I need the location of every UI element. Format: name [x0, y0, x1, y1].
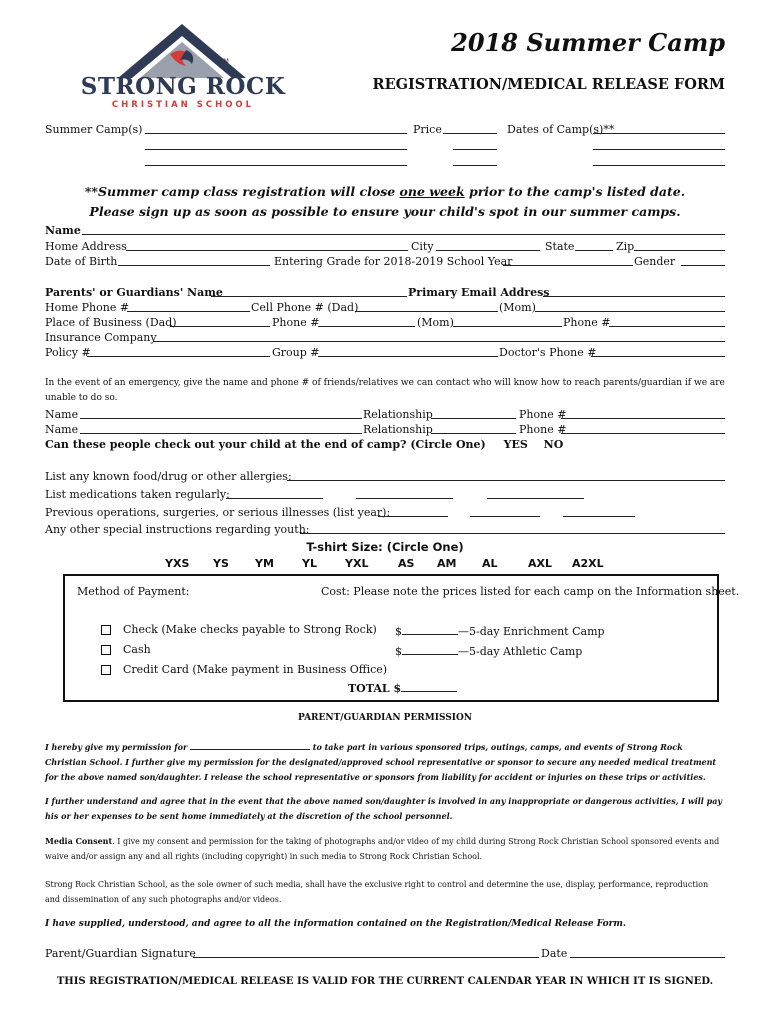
cash-checkbox[interactable]: [101, 645, 111, 655]
validity-footer: THIS REGISTRATION/MEDICAL RELEASE IS VALID FOR THE CURRENT CALENDAR YEAR IN WHICH IT IS SIGNED.: [56, 976, 714, 987]
mountain-logo-icon: [70, 20, 295, 80]
date-field[interactable]: [570, 957, 725, 958]
child-name-field[interactable]: [190, 741, 310, 750]
check-checkbox[interactable]: [101, 625, 111, 635]
home-phone-label: Home Phone #: [45, 301, 130, 314]
grade-label: Entering Grade for 2018-2019 School Year: [274, 255, 513, 268]
size-yxl[interactable]: YXL: [345, 557, 369, 570]
date-label: Date: [541, 947, 568, 960]
logo-subtitle: CHRISTIAN SCHOOL: [111, 100, 255, 110]
zip-field[interactable]: [634, 250, 725, 251]
student-name-label: Name: [45, 224, 81, 237]
home-phone-field[interactable]: [127, 311, 250, 312]
gender-label: Gender: [634, 255, 676, 268]
policy-field[interactable]: [87, 356, 270, 357]
signature-field[interactable]: [193, 957, 539, 958]
payment-box: [63, 574, 740, 702]
cell-phone-dad-field[interactable]: [355, 311, 498, 312]
doctor-label: Doctor's Phone #: [499, 346, 597, 359]
home-address-field[interactable]: [126, 250, 408, 251]
mom-phone-field[interactable]: [609, 326, 725, 327]
business-mom-field[interactable]: [453, 326, 562, 327]
credit-checkbox[interactable]: [101, 665, 111, 675]
camps-label: Summer Camp(s): [45, 123, 143, 136]
allergies-field[interactable]: [287, 480, 725, 481]
price-field-1[interactable]: [443, 133, 497, 134]
form-title: 2018 Summer Camp: [451, 28, 725, 57]
parents-name-label: Parents' or Guardians' Name: [45, 286, 223, 299]
agreement-statement: I have supplied, understood, and agree to all the information contained on the Registration/Medical Release Form.: [45, 919, 627, 929]
insurance-label: Insurance Company: [45, 331, 157, 344]
mom-label: (Mom): [499, 301, 536, 314]
zip-label: Zip: [616, 240, 635, 253]
price-field-2[interactable]: [453, 149, 497, 150]
size-ys[interactable]: YS: [213, 557, 229, 570]
group-label: Group #: [272, 346, 320, 359]
size-a2xl[interactable]: A2XL: [572, 557, 604, 570]
state-label: State: [545, 240, 575, 253]
dates-field-1[interactable]: [593, 133, 725, 134]
size-al[interactable]: AL: [482, 557, 498, 570]
camp-field-3[interactable]: [145, 165, 407, 166]
emergency-phone-label-2: Phone #: [519, 423, 567, 436]
tshirt-sizes: [0, 557, 770, 571]
operations-field-3[interactable]: [563, 516, 635, 517]
dates-field-3[interactable]: [593, 165, 725, 166]
relationship-label-1: Relationship: [363, 408, 433, 421]
total-amount-field[interactable]: [401, 680, 457, 692]
policy-label: Policy #: [45, 346, 91, 359]
state-field[interactable]: [575, 250, 613, 251]
payment-method-label: Method of Payment:: [77, 585, 190, 598]
credit-option-label: Credit Card (Make payment in Business Office): [123, 663, 388, 676]
phone2-label: Phone #: [563, 316, 611, 329]
emergency-phone-field-1[interactable]: [561, 418, 725, 419]
special-instructions-label: Any other special instructions regarding youth:: [45, 523, 310, 536]
enrichment-camp-label: —5-day Enrichment Camp: [458, 625, 605, 638]
price-field-3[interactable]: [453, 165, 497, 166]
size-axl[interactable]: AXL: [528, 557, 553, 570]
business-label: Place of Business (Dad): [45, 316, 177, 329]
checkout-question: Can these people check out your child at the end of camp? (Circle One): [45, 438, 486, 451]
enrichment-dollar: $: [395, 625, 402, 638]
doctor-phone-field[interactable]: [591, 356, 725, 357]
medications-field-3[interactable]: [487, 498, 584, 499]
emergency-name-label-2: Name: [45, 423, 79, 436]
size-as[interactable]: AS: [398, 557, 415, 570]
relationship-field-2[interactable]: [431, 433, 516, 434]
enrichment-amount-field[interactable]: [402, 623, 458, 635]
price-label: Price: [413, 123, 442, 136]
relationship-field-1[interactable]: [431, 418, 516, 419]
cost-note: Cost: Please note the prices listed for each camp on the Information sheet.: [321, 585, 740, 598]
media-consent-paragraph: Media Consent. I give my consent and permission for the taking of photographs and/or video of my child during Strong Rock Christian School sponsored events and waive and/or assign any and all rights (including copyright) in such media to Strong Rock Christian School.: [45, 836, 720, 861]
home-address-label: Home Address: [45, 240, 127, 253]
allergies-label: List any known food/drug or other allergies:: [45, 470, 292, 483]
email-field[interactable]: [543, 296, 725, 297]
emergency-intro: In the event of an emergency, give the name and phone # of friends/relatives we can contact who will know how to reach parents/guardian if we are unable to do so.: [45, 378, 725, 403]
registration-notice: **Summer camp class registration will close one week prior to the camp's listed date. Please sign up as soon as possible to ensure your child's spot in our summer camps.: [84, 184, 686, 219]
phone-label: Phone #: [272, 316, 320, 329]
emergency-name-field-2[interactable]: [80, 433, 362, 434]
size-yl[interactable]: YL: [302, 557, 317, 570]
email-label: Primary Email Address: [408, 286, 550, 299]
operations-field-2[interactable]: [470, 516, 540, 517]
cell-phone-label: Cell Phone # (Dad): [251, 301, 359, 314]
permission-heading: PARENT/GUARDIAN PERMISSION: [297, 713, 473, 723]
operations-label: Previous operations, surgeries, or serious illnesses (list year):: [45, 506, 391, 519]
signature-label: Parent/Guardian Signature: [45, 947, 196, 960]
camp-field-1[interactable]: [145, 133, 407, 134]
parents-name-field[interactable]: [211, 296, 407, 297]
dates-label: Dates of Camp(s)**: [507, 123, 615, 136]
emergency-phone-field-2[interactable]: [561, 433, 725, 434]
athletic-dollar: $: [395, 645, 402, 658]
cash-option-label: Cash: [123, 643, 151, 656]
athletic-amount-field[interactable]: [402, 643, 458, 655]
no-option[interactable]: NO: [543, 438, 564, 451]
city-field[interactable]: [436, 250, 540, 251]
logo-tm: TM: [220, 58, 229, 65]
operations-field-1[interactable]: [378, 516, 448, 517]
size-yxs[interactable]: YXS: [165, 557, 190, 570]
city-label: City: [411, 240, 434, 253]
dates-field-2[interactable]: [593, 149, 725, 150]
camp-field-2[interactable]: [145, 149, 407, 150]
medications-field-1[interactable]: [226, 498, 323, 499]
grade-field[interactable]: [503, 265, 633, 266]
school-logo: [70, 20, 295, 115]
tshirt-label: T-shirt Size: (Circle One): [306, 540, 464, 554]
special-instructions-field[interactable]: [300, 533, 725, 534]
check-option-label: Check (Make checks payable to Strong Rock): [123, 623, 377, 636]
relationship-label-2: Relationship: [363, 423, 433, 436]
size-ym[interactable]: YM: [255, 557, 274, 570]
dob-field[interactable]: [118, 265, 270, 266]
yes-option[interactable]: YES: [503, 438, 528, 451]
athletic-camp-label: —5-day Athletic Camp: [458, 645, 583, 658]
form-subtitle: REGISTRATION/MEDICAL RELEASE FORM: [372, 76, 725, 93]
emergency-name-label-1: Name: [45, 408, 79, 421]
gender-field[interactable]: [681, 265, 725, 266]
medications-field-2[interactable]: [356, 498, 453, 499]
medications-label: List medications taken regularly:: [45, 488, 230, 501]
dob-label: Date of Birth: [45, 255, 118, 268]
media-ownership-paragraph: Strong Rock Christian School, as the sole owner of such media, shall have the exclusive right to control and determine the use, display, performance, reproduction and dissemination of any such photographs and/or videos.: [45, 880, 709, 904]
business-mom-label: (Mom): [417, 316, 454, 329]
permission-paragraph: I hereby give my permission for to take part in various sponsored trips, outings, camps, and events of Strong Rock Christian School. I further give my permission for the designated/approved school representative or sponsor to secure any needed medical treatment for the above named son/daughter. I release the school representative or sponsors from liability for accident or injuries on these trips or activities.: [45, 742, 717, 782]
total-label: TOTAL $: [348, 682, 402, 695]
size-am[interactable]: AM: [437, 557, 457, 570]
insurance-field[interactable]: [153, 341, 725, 342]
group-field[interactable]: [318, 356, 498, 357]
emergency-name-field-1[interactable]: [80, 418, 362, 419]
logo-name: STRONG ROCK: [80, 73, 286, 100]
liability-paragraph: I further understand and agree that in the event that the above named son/daughter is involved in any inappropriate or dangerous activities, I will pay his or her expenses to be sent home immediately at the discretion of the school personnel.: [45, 796, 723, 821]
cell-phone-mom-field[interactable]: [535, 311, 725, 312]
emergency-phone-label-1: Phone #: [519, 408, 567, 421]
business-phone-field[interactable]: [318, 326, 415, 327]
business-dad-field[interactable]: [170, 326, 270, 327]
student-name-field[interactable]: [82, 234, 725, 235]
